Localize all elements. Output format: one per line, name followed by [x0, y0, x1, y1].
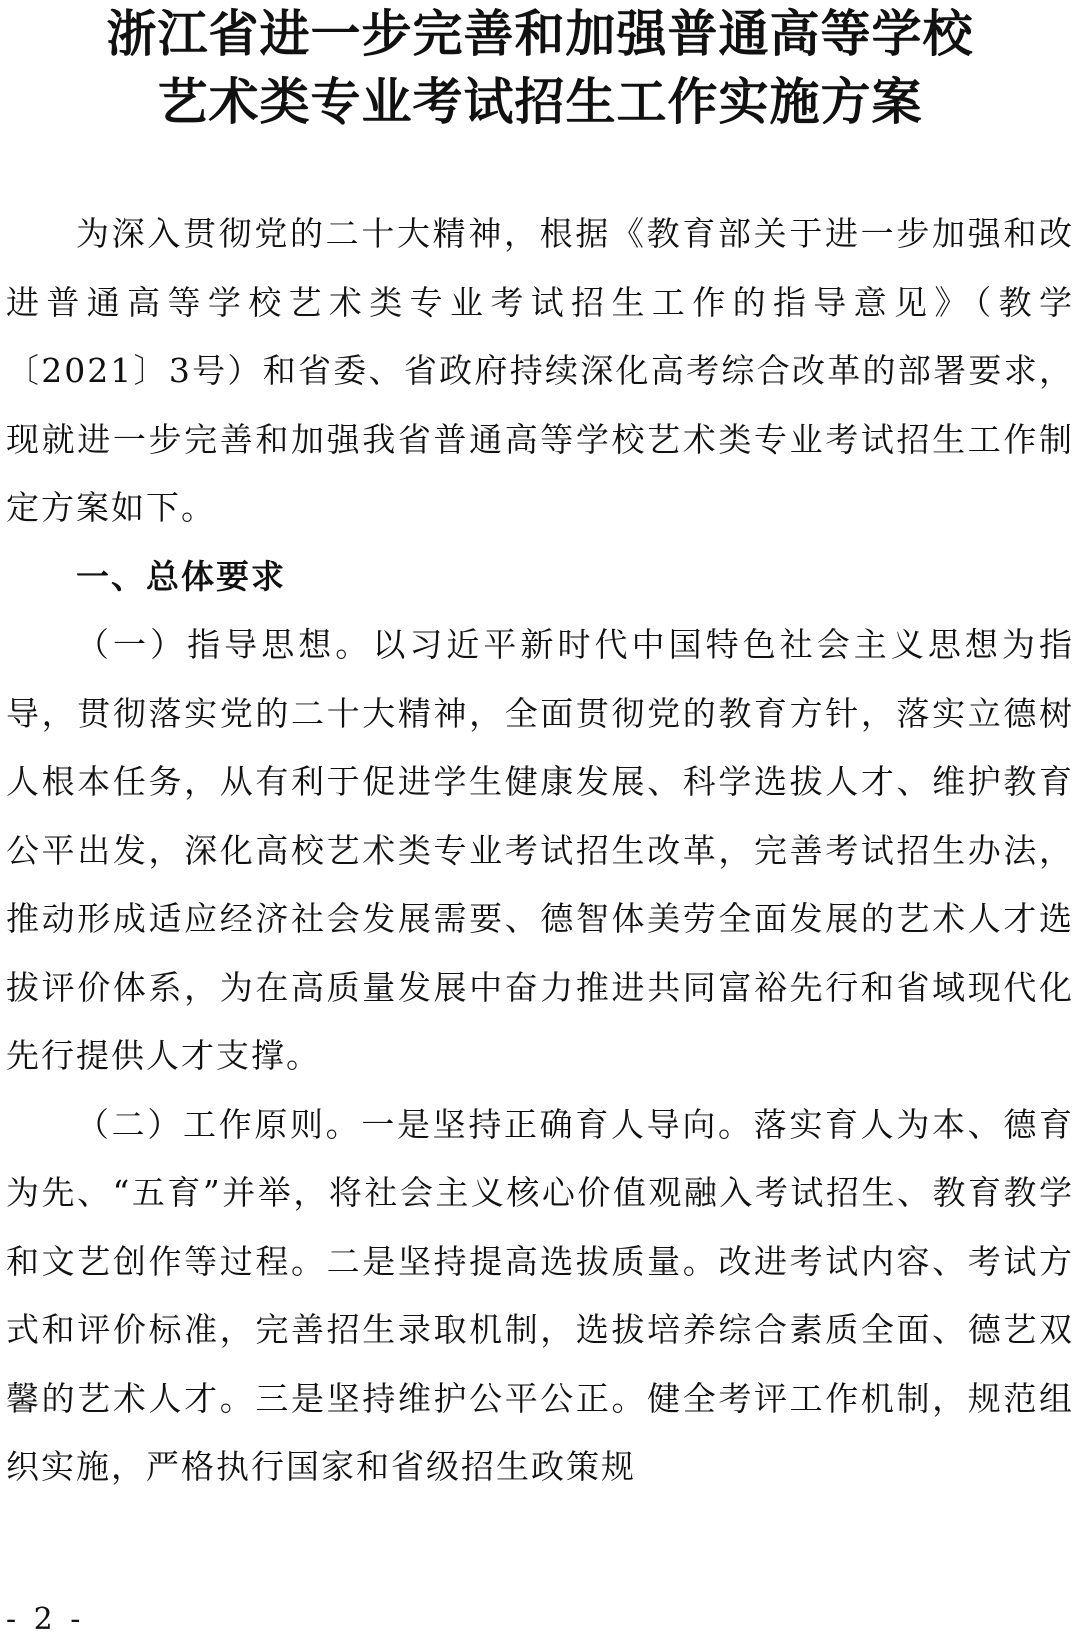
guiding-ideology-text: 以习近平新时代中国特色社会主义思想为指导，贯彻落实党的二十大精神，全面贯彻党的教育方针，落实立德树人根本任务，从有利于促进学生健康发展、科学选拔人才、维护教育公平出发，深化高校艺术类专业考试招生改革，完善考试招生办法，推动形成适应经济社会发展需要、德智体美劳全面发展的艺术人才选拔评价体系，为在高质量发展中奋力推进共同富裕先行和省域现代化先行提供人才支撑。 [6, 625, 1075, 1075]
intro-paragraph: 为深入贯彻党的二十大精神，根据《教育部关于进一步加强和改进普通高等学校艺术类专业考试招生工作的指导意见》（教学〔2021〕3号）和省委、省政府持续深化高考综合改革的部署要求，现就进一步完善和加强我省普通高等学校艺术类专业考试招生工作制定方案如下。 [6, 214, 1074, 527]
page-number: - 2 - [6, 1602, 85, 1637]
document-title-line-2: 艺术类专业考试招生工作实施方案 [157, 72, 923, 131]
subsection-heading-guiding-ideology: （一）指导思想。 [76, 625, 373, 664]
document-title-line-1: 浙江省进一步完善和加强普通高等学校 [106, 4, 974, 63]
subsection-heading-work-principles: （二）工作原则。 [76, 1104, 362, 1144]
guiding-ideology-paragraph [6, 611, 1074, 1091]
document-body [6, 200, 1074, 1502]
work-principles-paragraph [6, 1091, 1074, 1502]
work-principles-text: 一是坚持正确育人导向。落实育人为本、德育为先、“五育”并举，将社会主义核心价值观融入考试招生、教育教学和文艺创作等过程。二是坚持提高选拔质量。改进考试内容、考试方式和评价标准，完善招生录取机制，选拔培养综合素质全面、德艺双馨的艺术人才。三是坚持维护公平公正。健全考评工作机制，规范组织实施，严格执行国家和省级招生政策规 [6, 1104, 1075, 1486]
section-heading-overall-requirements: 一、总体要求 [76, 556, 286, 596]
